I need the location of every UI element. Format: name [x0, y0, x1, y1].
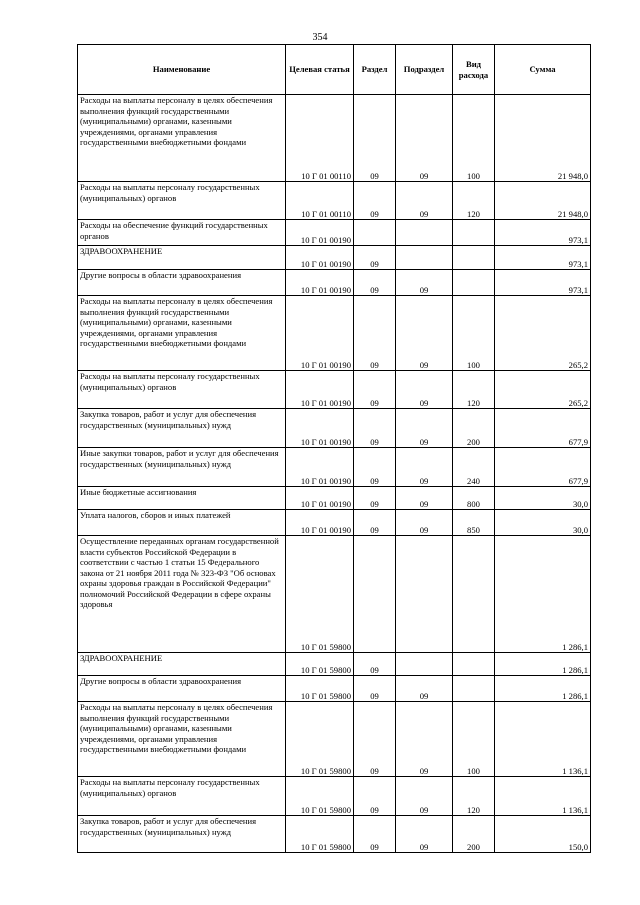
table-cell-target: 10 Г 01 00190 [286, 487, 354, 510]
table-cell-expense-type [453, 676, 495, 702]
table-cell-section: 09 [354, 653, 396, 676]
table-cell-target: 10 Г 01 00190 [286, 296, 354, 371]
table-cell-expense-type: 240 [453, 448, 495, 487]
table-cell-subsection [396, 536, 453, 653]
table-cell-section: 09 [354, 95, 396, 182]
table-cell-amount: 265,2 [495, 371, 591, 409]
table-cell-expense-type: 100 [453, 296, 495, 371]
table-cell-target: 10 Г 01 59800 [286, 653, 354, 676]
table-cell-target: 10 Г 01 00190 [286, 510, 354, 536]
table-cell-expense-type: 120 [453, 777, 495, 816]
table-cell-subsection [396, 653, 453, 676]
table-cell-subsection: 09 [396, 487, 453, 510]
table-cell-name: Другие вопросы в области здравоохранения [78, 270, 286, 296]
table-cell-name: Закупка товаров, работ и услуг для обеспечения государственных (муниципальных) нужд [78, 816, 286, 853]
table-row [78, 487, 591, 510]
table-row [78, 777, 591, 816]
table-header-row [78, 45, 591, 95]
table-cell-expense-type: 800 [453, 487, 495, 510]
table-cell-subsection [396, 246, 453, 270]
table-cell-section: 09 [354, 510, 396, 536]
table-cell-amount: 1 136,1 [495, 702, 591, 777]
table-row [78, 246, 591, 270]
header-amount: Сумма [495, 45, 591, 95]
table-cell-name: Уплата налогов, сборов и иных платежей [78, 510, 286, 536]
table-cell-name: Иные бюджетные ассигнования [78, 487, 286, 510]
table-cell-expense-type: 850 [453, 510, 495, 536]
table-cell-section [354, 536, 396, 653]
table-cell-amount: 1 286,1 [495, 676, 591, 702]
table-cell-section: 09 [354, 777, 396, 816]
table-cell-subsection: 09 [396, 816, 453, 853]
header-subsection: Подраздел [396, 45, 453, 95]
table-cell-target: 10 Г 01 59800 [286, 702, 354, 777]
table-cell-subsection: 09 [396, 95, 453, 182]
header-name: Наименование [78, 45, 286, 95]
table-cell-target: 10 Г 01 59800 [286, 676, 354, 702]
header-expense-type: Вид расхода [453, 45, 495, 95]
table-cell-name: Иные закупки товаров, работ и услуг для обеспечения государственных (муниципальных) нужд [78, 448, 286, 487]
table-cell-target: 10 Г 01 00190 [286, 371, 354, 409]
table-cell-name: Расходы на обеспечение функций государственных органов [78, 220, 286, 246]
header-target: Целевая статья [286, 45, 354, 95]
table-cell-target: 10 Г 01 00190 [286, 448, 354, 487]
table-row [78, 220, 591, 246]
table-cell-section: 09 [354, 448, 396, 487]
table-cell-target: 10 Г 01 00110 [286, 182, 354, 220]
table-cell-amount: 1 286,1 [495, 653, 591, 676]
table-cell-subsection: 09 [396, 676, 453, 702]
table-row [78, 448, 591, 487]
table-cell-section: 09 [354, 676, 396, 702]
table-cell-subsection: 09 [396, 702, 453, 777]
table-cell-amount: 973,1 [495, 246, 591, 270]
table-cell-subsection: 09 [396, 182, 453, 220]
table-cell-name: Расходы на выплаты персоналу государственных (муниципальных) органов [78, 371, 286, 409]
budget-table [77, 44, 591, 853]
table-cell-section: 09 [354, 246, 396, 270]
table-row [78, 816, 591, 853]
table-cell-target: 10 Г 01 00190 [286, 220, 354, 246]
table-cell-name: Осуществление переданных органам государственной власти субъектов Российской Федерации в соответствии с частью 1 статьи 15 Федерального закона от 21 ноября 2011 года № 323-ФЗ "Об основах охраны здоровья граждан в Российской Федерации" полномочий Российской Федерации в сфере охраны здоровья [78, 536, 286, 653]
table-cell-section: 09 [354, 371, 396, 409]
page-number: 354 [312, 32, 328, 43]
table-cell-expense-type: 100 [453, 702, 495, 777]
table-cell-name: Расходы на выплаты персоналу в целях обеспечения выполнения функций государственными (муниципальными) органами, казенными учреждениями, органами управления государственными внебюджетными фондами [78, 702, 286, 777]
table-cell-amount: 1 286,1 [495, 536, 591, 653]
header-section: Раздел [354, 45, 396, 95]
table-cell-section: 09 [354, 816, 396, 853]
table-cell-subsection: 09 [396, 510, 453, 536]
table-cell-expense-type [453, 220, 495, 246]
table-cell-name: ЗДРАВООХРАНЕНИЕ [78, 653, 286, 676]
table-cell-expense-type [453, 246, 495, 270]
table-cell-name: Расходы на выплаты персоналу в целях обеспечения выполнения функций государственными (муниципальными) органами, казенными учреждениями, органами управления государственными внебюджетными фондами [78, 95, 286, 182]
table-cell-subsection [396, 220, 453, 246]
table-cell-section: 09 [354, 487, 396, 510]
table-row [78, 653, 591, 676]
table-cell-section: 09 [354, 296, 396, 371]
table-cell-amount: 677,9 [495, 448, 591, 487]
table-row [78, 536, 591, 653]
table-cell-expense-type: 200 [453, 409, 495, 448]
table-cell-name: Расходы на выплаты персоналу в целях обеспечения выполнения функций государственными (муниципальными) органами, казенными учреждениями, органами управления государственными внебюджетными фондами [78, 296, 286, 371]
table-cell-target: 10 Г 01 00190 [286, 246, 354, 270]
table-row [78, 182, 591, 220]
table-row [78, 371, 591, 409]
table-cell-amount: 677,9 [495, 409, 591, 448]
table-row [78, 296, 591, 371]
table-cell-amount: 973,1 [495, 270, 591, 296]
table-cell-expense-type [453, 653, 495, 676]
table-cell-target: 10 Г 01 00190 [286, 409, 354, 448]
table-row [78, 702, 591, 777]
table-cell-amount: 150,0 [495, 816, 591, 853]
table-row [78, 676, 591, 702]
table-cell-name: Закупка товаров, работ и услуг для обеспечения государственных (муниципальных) нужд [78, 409, 286, 448]
table-cell-name: Расходы на выплаты персоналу государственных (муниципальных) органов [78, 777, 286, 816]
table-cell-subsection: 09 [396, 448, 453, 487]
table-cell-section: 09 [354, 702, 396, 777]
table-cell-amount: 265,2 [495, 296, 591, 371]
table-cell-subsection: 09 [396, 270, 453, 296]
table-row [78, 95, 591, 182]
table-cell-subsection: 09 [396, 409, 453, 448]
table-row [78, 270, 591, 296]
table-cell-amount: 21 948,0 [495, 95, 591, 182]
table-cell-amount: 30,0 [495, 487, 591, 510]
table-cell-subsection: 09 [396, 296, 453, 371]
table-cell-amount: 1 136,1 [495, 777, 591, 816]
table-cell-name: Расходы на выплаты персоналу государственных (муниципальных) органов [78, 182, 286, 220]
table-cell-amount: 973,1 [495, 220, 591, 246]
table-cell-target: 10 Г 01 59800 [286, 536, 354, 653]
table-cell-name: ЗДРАВООХРАНЕНИЕ [78, 246, 286, 270]
table-cell-expense-type: 120 [453, 182, 495, 220]
table-cell-target: 10 Г 01 59800 [286, 816, 354, 853]
table-cell-section [354, 220, 396, 246]
table-cell-expense-type: 120 [453, 371, 495, 409]
table-cell-expense-type [453, 536, 495, 653]
table-cell-expense-type [453, 270, 495, 296]
table-cell-name: Другие вопросы в области здравоохранения [78, 676, 286, 702]
table-row [78, 409, 591, 448]
table-cell-section: 09 [354, 270, 396, 296]
table-cell-target: 10 Г 01 00110 [286, 95, 354, 182]
table-cell-subsection: 09 [396, 777, 453, 816]
table-cell-section: 09 [354, 409, 396, 448]
table-row [78, 510, 591, 536]
table-cell-amount: 30,0 [495, 510, 591, 536]
table-cell-expense-type: 200 [453, 816, 495, 853]
table-cell-amount: 21 948,0 [495, 182, 591, 220]
table-cell-subsection: 09 [396, 371, 453, 409]
table-cell-target: 10 Г 01 59800 [286, 777, 354, 816]
table-cell-section: 09 [354, 182, 396, 220]
table-cell-expense-type: 100 [453, 95, 495, 182]
table-cell-target: 10 Г 01 00190 [286, 270, 354, 296]
